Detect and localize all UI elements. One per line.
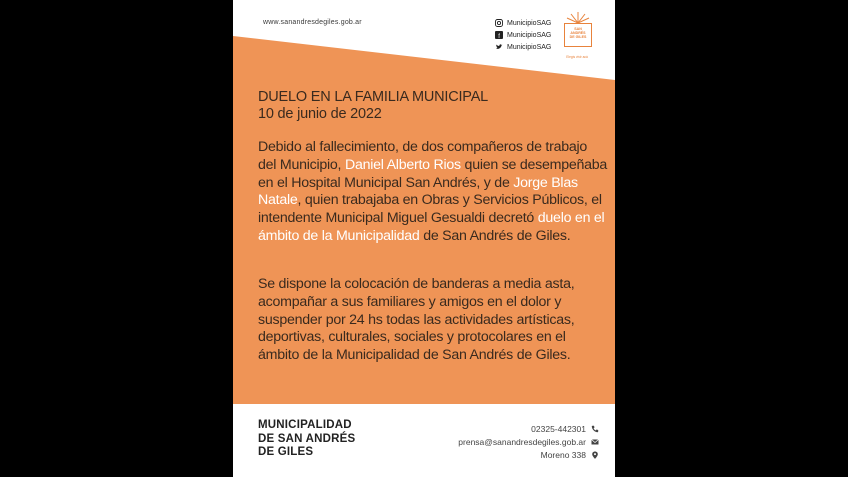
- footer-organization: [258, 419, 355, 460]
- highlight-name-2: Jorge Blas Natale: [258, 174, 578, 209]
- footer-phone[interactable]: [531, 424, 599, 434]
- notice-paragraph-1: [258, 139, 608, 246]
- footer-address[interactable]: [541, 450, 599, 460]
- municipality-logo: [560, 11, 598, 63]
- email-address: prensa@sanandresdegiles.gob.ar: [458, 437, 586, 447]
- street-address: Moreno 338: [540, 450, 586, 460]
- p1-text-c: , quien trabajaba en Obras y Servicios Públicos, el intendente Municipal Miguel Gesualdi decretó: [258, 192, 602, 227]
- instagram-handle: MunicipioSAG: [507, 19, 552, 27]
- instagram-icon: [495, 19, 503, 27]
- location-pin-icon: [591, 451, 599, 459]
- logo-box: [564, 23, 592, 47]
- phone-icon: [591, 425, 599, 433]
- p1-text-a: Debido al fallecimiento, de dos compañeros de trabajo del Municipio,: [258, 139, 588, 173]
- twitter-icon: [495, 43, 503, 51]
- website-url[interactable]: www.sanandresdegiles.gob.ar: [263, 19, 362, 26]
- p1-text-d: de San Andrés de Giles.: [419, 227, 571, 244]
- svg-text:f: f: [498, 34, 500, 39]
- notice-title: DUELO EN LA FAMILIA MUNICIPAL: [258, 89, 489, 105]
- announcement-card: [233, 0, 615, 477]
- logo-line3: DE GILES: [569, 35, 587, 40]
- logo-line1: SAN: [574, 27, 582, 31]
- notice-paragraph-2: Se dispone la colocación de banderas a media asta, acompañar a sus familiares y amigos en el dolor y suspender por 24 hs todas las actividades artísticas, deportivas, culturales, sociales y protocolares en el ámbito de la Municipalidad de San Andrés de Giles.: [258, 276, 575, 364]
- org-line-3: DE GILES: [258, 446, 314, 458]
- highlight-name-1: Daniel Alberto Rios: [344, 156, 461, 173]
- social-twitter[interactable]: [495, 43, 551, 51]
- org-line-2: DE SAN ANDRÉS: [258, 432, 356, 445]
- notice-date: 10 de junio de 2022: [258, 106, 382, 122]
- logo-line2: ANDRÉS: [570, 31, 586, 36]
- phone-number: 02325-442301: [531, 424, 586, 434]
- facebook-icon: [495, 31, 503, 39]
- social-facebook[interactable]: [495, 31, 551, 39]
- twitter-handle: MunicipioSAG: [507, 43, 552, 51]
- sun-rays-icon: [566, 11, 590, 23]
- logo-slogan: Elegís vivir acá: [566, 55, 588, 59]
- p1-text-b: quien se desempeñaba en el Hospital Municipal San Andrés, y de: [258, 156, 608, 191]
- social-instagram[interactable]: [495, 19, 551, 27]
- footer-email[interactable]: [458, 437, 599, 447]
- envelope-icon: [591, 438, 599, 446]
- highlight-duelo: duelo en el ámbito de la Municipalidad: [258, 210, 605, 244]
- org-line-1: MUNICIPALIDAD: [258, 419, 352, 431]
- facebook-handle: MunicipioSAG: [507, 31, 552, 39]
